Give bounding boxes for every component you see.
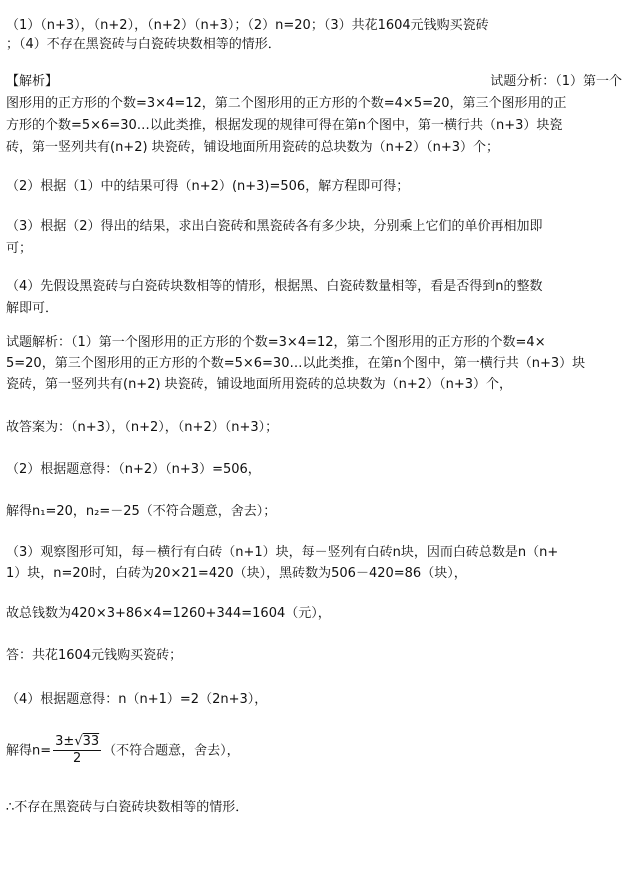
analysis-p1-line3: 砖，第一竖列共有(n+2) 块瓷砖，铺设地面所用瓷砖的总块数为（n+2）（n+3）个； — [6, 140, 499, 155]
solution-s2-line2: 解得n₁=20，n₂=－25（不符合题意，舍去）； — [6, 504, 277, 519]
solution-s3-answer: 答：共花1604元钱购买瓷砖； — [6, 648, 183, 663]
analysis-title: 试题分析：（1）第一个 — [490, 74, 622, 89]
solution-s1-line1: 试题解析：（1）第一个图形用的正方形的个数=3×4=12，第二个图形用的正方形的个数=4× — [6, 335, 546, 350]
analysis-header: 【解析】 — [6, 74, 59, 89]
fraction-numerator: 3±√33 — [55, 734, 100, 749]
analysis-p3-line2: 可； — [6, 241, 33, 256]
analysis-p2: （2）根据（1）中的结果可得（n+2）(n+3)=506，解方程即可得； — [6, 179, 410, 194]
solution-conclusion: ∴不存在黑瓷砖与白瓷砖块数相等的情形． — [6, 800, 249, 815]
solution-s4-formula — [6, 734, 624, 767]
sqrt-radicand: 33 — [82, 734, 100, 749]
analysis-p4-line1: （4）先假设黑瓷砖与白瓷砖块数相等的情形，根据黑、白瓷砖数量相等，看是否得到n的整数 — [6, 279, 543, 294]
numerator-text: 3± — [55, 734, 75, 749]
analysis-p3-line1: （3）根据（2）得出的结果，求出白瓷砖和黑瓷砖各有多少块，分别乘上它们的单价再相加即 — [6, 219, 543, 234]
solution-s2-line1: （2）根据题意得：（n+2）（n+3）=506， — [6, 462, 261, 477]
solution-s1-line3: 瓷砖，第一竖列共有(n+2) 块瓷砖，铺设地面所用瓷砖的总块数为（n+2）（n+3）个， — [6, 377, 512, 392]
solution-s3-line3: 故总钱数为420×3+86×4=1260+344=1604（元）， — [6, 606, 331, 621]
answer-line-2: ；（4）不存在黑瓷砖与白瓷砖块数相等的情形． — [6, 37, 281, 52]
solution-s4-line1: （4）根据题意得：n（n+1）=2（2n+3）， — [6, 692, 268, 707]
analysis-p4-line2: 解即可． — [6, 301, 59, 316]
solution-s1-line2: 5=20，第三个图形用的正方形的个数=5×6=30…以此类推，在第n个图中，第一横行共（n+3）块 — [6, 356, 586, 371]
solution-answer-1: 故答案为：（n+3），（n+2），（n+2）（n+3）； — [6, 420, 279, 435]
formula-prefix: 解得n= — [6, 743, 52, 759]
fraction-denominator: 2 — [73, 750, 82, 766]
solution-s3-line2: 1）块，n=20时，白砖为20×21=420（块），黑砖数为506－420=86（块）， — [6, 566, 467, 581]
fraction — [53, 734, 101, 767]
solution-s3-line1: （3）观察图形可知，每－横行有白砖（n+1）块，每－竖列有白砖n块，因而白砖总数是n（n+ — [6, 545, 559, 560]
analysis-p1-line2: 方形的个数=5×6=30…以此类推，根据发现的规律可得在第n个图中，第一横行共（n+3）块瓷 — [6, 118, 563, 133]
answer-line-1: （1）（n+3），（n+2），（n+2）（n+3）；（2）n=20；（3）共花1604元钱购买瓷砖 — [6, 18, 489, 33]
analysis-p1-line1: 图形用的正方形的个数=3×4=12，第二个图形用的正方形的个数=4×5=20，第三个图形用的正 — [6, 96, 567, 111]
formula-suffix: （不符合题意，舍去）， — [103, 743, 240, 759]
